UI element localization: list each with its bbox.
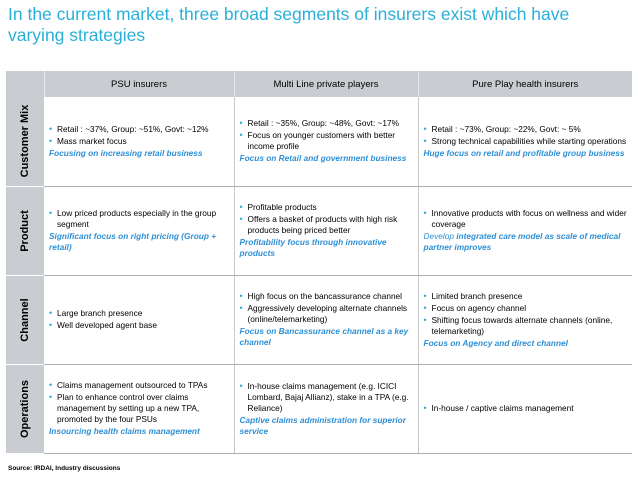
- bullet-list: [49, 124, 230, 147]
- table-cell: [44, 97, 234, 186]
- row-label-cell: [6, 186, 44, 275]
- bullet-item: • Strong technical capabilities while starting operations: [424, 136, 629, 147]
- table-cell: [418, 275, 632, 364]
- focus-statement: [240, 153, 414, 164]
- focus-text: Significant focus on right pricing (Group + retail): [49, 231, 217, 252]
- slide-title: In the current market, three broad segments of insurers exist which have varying strategies: [8, 4, 570, 45]
- column-header: Multi Line private players: [234, 71, 418, 97]
- bullet-item: • Limited branch presence: [424, 291, 629, 302]
- row-label-cell: [6, 97, 44, 186]
- focus-text: Captive claims administration for superior service: [239, 414, 406, 436]
- focus-statement: [240, 237, 414, 259]
- bullet-item: • Retail : ~35%, Group: ~48%, Govt: ~17%: [240, 118, 414, 129]
- focus-statement: [424, 148, 629, 159]
- bullet-item: • Profitable products: [240, 202, 414, 213]
- row-label-cell: [6, 364, 44, 453]
- focus-prefix: Develop: [423, 231, 457, 241]
- bullet-item: • Plan to enhance control over claims management by setting up a new TPA, promoted by the four PSUs: [49, 392, 230, 425]
- table-cell: [418, 364, 632, 453]
- bullet-item: • Large branch presence: [49, 308, 230, 319]
- column-header: PSU insurers: [44, 71, 234, 97]
- bullet-item: • High focus on the bancassurance channel: [240, 291, 414, 302]
- focus-text: integrated care model as scale of medical partner improves: [423, 231, 621, 252]
- row-label: Operations: [19, 379, 31, 438]
- row-label-cell: [6, 275, 44, 364]
- table-row: [6, 97, 632, 186]
- focus-statement: [49, 426, 230, 437]
- bullet-list: [240, 118, 414, 152]
- table-row: [6, 275, 632, 364]
- focus-text: Profitability focus through innovative products: [239, 237, 387, 258]
- bullet-list: [240, 202, 414, 236]
- bullet-item: • Focus on agency channel: [424, 303, 629, 314]
- bullet-item: • Well developed agent base: [49, 320, 230, 331]
- focus-statement: [240, 415, 414, 437]
- bullet-list: [424, 403, 629, 414]
- bullet-item: • Low priced products especially in the group segment: [49, 208, 230, 230]
- bullet-list: [240, 291, 414, 325]
- bullet-list: [49, 308, 230, 331]
- bullet-list: [49, 380, 230, 425]
- bullet-list: [49, 208, 230, 230]
- focus-statement: [49, 148, 230, 159]
- bullet-list: [424, 291, 629, 337]
- table-body: [6, 97, 632, 453]
- bullet-item: • Innovative products with focus on wellness and wider coverage: [424, 208, 629, 230]
- bullet-item: • Aggressively developing alternate channels (online/telemarketing): [240, 303, 414, 325]
- table-cell: [44, 275, 234, 364]
- bullet-item: • Claims management outsourced to TPAs: [49, 380, 230, 391]
- table-cell: [234, 364, 418, 453]
- bullet-item: • In-house claims management (e.g. ICICI Lombard, Bajaj Allianz), stake in a TPA (e.g. Reliance): [240, 381, 414, 414]
- table-row: [6, 364, 632, 453]
- focus-statement: [424, 231, 629, 253]
- table-cell: [234, 97, 418, 186]
- focus-text: Focus on Agency and direct channel: [423, 337, 568, 348]
- bullet-item: • Retail : ~37%, Group: ~51%, Govt: ~12%: [49, 124, 230, 135]
- bullet-list: [424, 124, 629, 147]
- bullet-list: [424, 208, 629, 230]
- focus-text: Focusing on increasing retail business: [49, 147, 203, 158]
- column-header: Pure Play health insurers: [418, 71, 632, 97]
- row-label: Customer Mix: [19, 104, 31, 178]
- focus-text: Focus on Bancassurance channel as a key channel: [239, 326, 409, 347]
- table-cell: [418, 186, 632, 275]
- bullet-item: • In-house / captive claims management: [424, 403, 629, 414]
- bullet-item: • Retail : ~73%, Group: ~22%, Govt: ~ 5%: [424, 124, 629, 135]
- focus-statement: [49, 231, 230, 253]
- source-note: Source: IRDAI, Industry discussions: [8, 465, 121, 472]
- table-cell: [234, 275, 418, 364]
- row-label: Channel: [19, 297, 31, 342]
- bullet-list: [240, 381, 414, 414]
- focus-statement: [240, 326, 414, 348]
- table-cell: [234, 186, 418, 275]
- row-label: Product: [19, 209, 31, 252]
- table-cell: [418, 97, 632, 186]
- table-header-row: [6, 71, 632, 97]
- focus-text: Focus on Retail and government business: [239, 153, 407, 164]
- focus-text: Insourcing health claims management: [49, 426, 200, 436]
- bullet-item: • Mass market focus: [49, 136, 230, 147]
- comparison-table: [6, 71, 632, 454]
- focus-text: Huge focus on retail and profitable group business: [423, 147, 625, 158]
- table-row: [6, 186, 632, 275]
- bullet-item: • Focus on younger customers with better income profile: [240, 130, 414, 152]
- table-cell: [44, 186, 234, 275]
- bullet-item: • Shifting focus towards alternate channels (online, telemarketing): [424, 315, 629, 337]
- focus-statement: [424, 338, 629, 349]
- table-cell: [44, 364, 234, 453]
- header-corner: [6, 71, 44, 97]
- bullet-item: • Offers a basket of products with high risk products being priced better: [240, 214, 414, 236]
